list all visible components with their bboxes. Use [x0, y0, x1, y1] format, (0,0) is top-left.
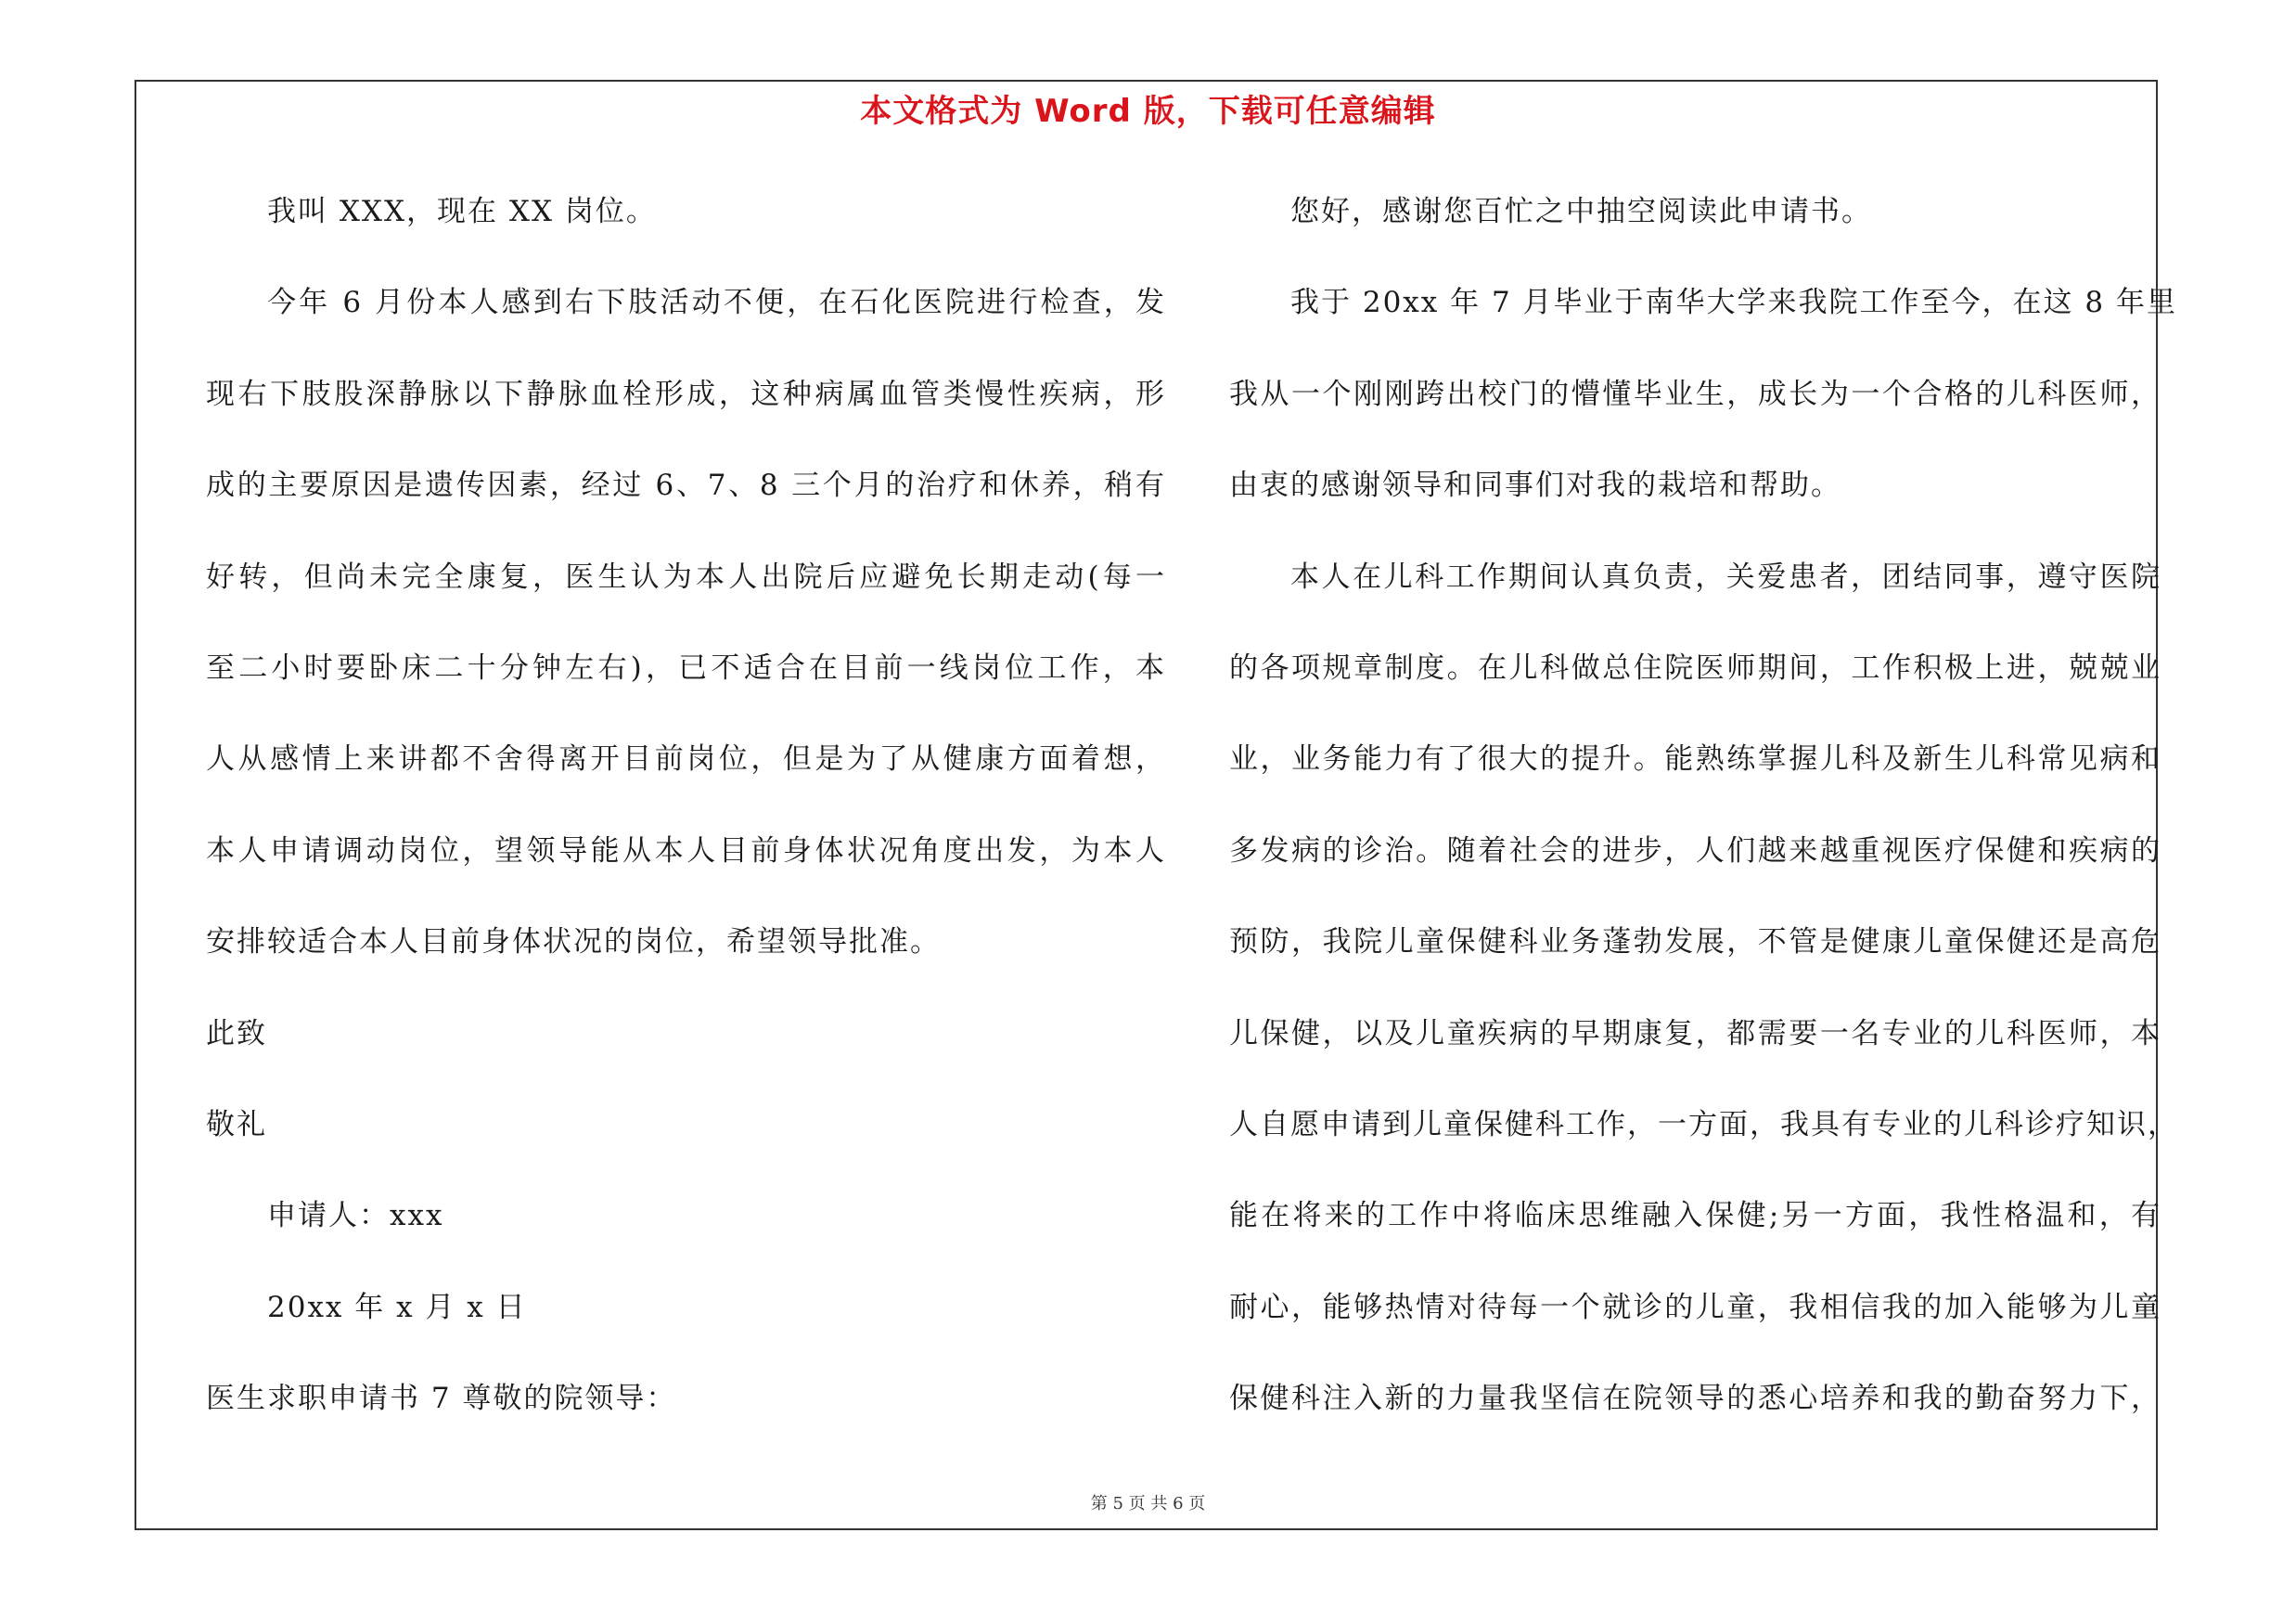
- text-line: 多发病的诊治。随着社会的进步，人们越来越重视医疗保健和疾病的: [1229, 833, 2161, 868]
- text-line: 至二小时要卧床二十分钟左右)，已不适合在目前一线岗位工作，本: [206, 650, 1166, 685]
- text-line: 我叫 XXX，现在 XX 岗位。: [267, 195, 657, 228]
- text-line: 保健科注入新的力量我坚信在院领导的悉心培养和我的勤奋努力下，: [1229, 1382, 2161, 1416]
- salutation-line: 敬礼: [206, 1107, 267, 1141]
- text-line: 业，业务能力有了很大的提升。能熟练掌握儿科及新生儿科常见病和: [1229, 742, 2161, 777]
- text-line: 我从一个刚刚跨出校门的懵懂毕业生，成长为一个合格的儿科医师，: [1229, 377, 2161, 411]
- text-line: 我于 20xx 年 7 月毕业于南华大学来我院工作至今，在这 8 年里: [1290, 286, 2177, 320]
- text-line: 由衷的感谢领导和同事们对我的栽培和帮助。: [1229, 469, 1841, 503]
- right-column: [1229, 182, 2178, 1460]
- closing-line: 此致: [206, 1016, 267, 1050]
- text-line: 人自愿申请到儿童保健科工作，一方面，我具有专业的儿科诊疗知识，: [1229, 1107, 2178, 1141]
- text-line: 本人申请调动岗位，望领导能从本人目前身体状况角度出发，为本人: [206, 833, 1166, 868]
- text-line: 人从感情上来讲都不舍得离开目前岗位，但是为了从健康方面着想，: [206, 742, 1166, 777]
- applicant-line: 申请人：xxx: [267, 1199, 444, 1233]
- date-line: 20xx 年 x 月 x 日: [267, 1290, 527, 1324]
- text-line: 您好，感谢您百忙之中抽空阅读此申请书。: [1290, 195, 1872, 228]
- text-line: 的各项规章制度。在儿科做总住院医师期间，工作积极上进，兢兢业: [1229, 650, 2161, 685]
- text-line: 耐心，能够热情对待每一个就诊的儿童，我相信我的加入能够为儿童: [1229, 1290, 2161, 1324]
- text-line: 安排较适合本人目前身体状况的岗位，希望领导批准。: [206, 925, 941, 960]
- page-number: 第 5 页 共 6 页: [1090, 1494, 1206, 1514]
- text-line: 预防，我院儿童保健科业务蓬勃发展，不管是健康儿童保健还是高危: [1229, 925, 2161, 960]
- word-format-banner: 本文格式为 Word 版，下载可任意编辑: [860, 93, 1436, 130]
- text-line: 儿保健，以及儿童疾病的早期康复，都需要一名专业的儿科医师，本: [1229, 1016, 2161, 1050]
- text-line: 本人在儿科工作期间认真负责，关爱患者，团结同事，遵守医院: [1290, 560, 2161, 594]
- text-line: 成的主要原因是遗传因素，经过 6、7、8 三个月的治疗和休养，稍有: [206, 469, 1166, 503]
- text-line: 好转，但尚未完全康复，医生认为本人出院后应避免长期走动(每一: [206, 560, 1166, 594]
- left-column: [206, 182, 1166, 1460]
- text-line: 今年 6 月份本人感到右下肢活动不便，在石化医院进行检查，发: [267, 286, 1166, 320]
- text-line: 现右下肢股深静脉以下静脉血栓形成，这种病属血管类慢性疾病，形: [206, 377, 1166, 411]
- text-line: 能在将来的工作中将临床思维融入保健;另一方面，我性格温和，有: [1229, 1199, 2161, 1233]
- section-title-line: 医生求职申请书 7 尊敬的院领导：: [206, 1382, 677, 1416]
